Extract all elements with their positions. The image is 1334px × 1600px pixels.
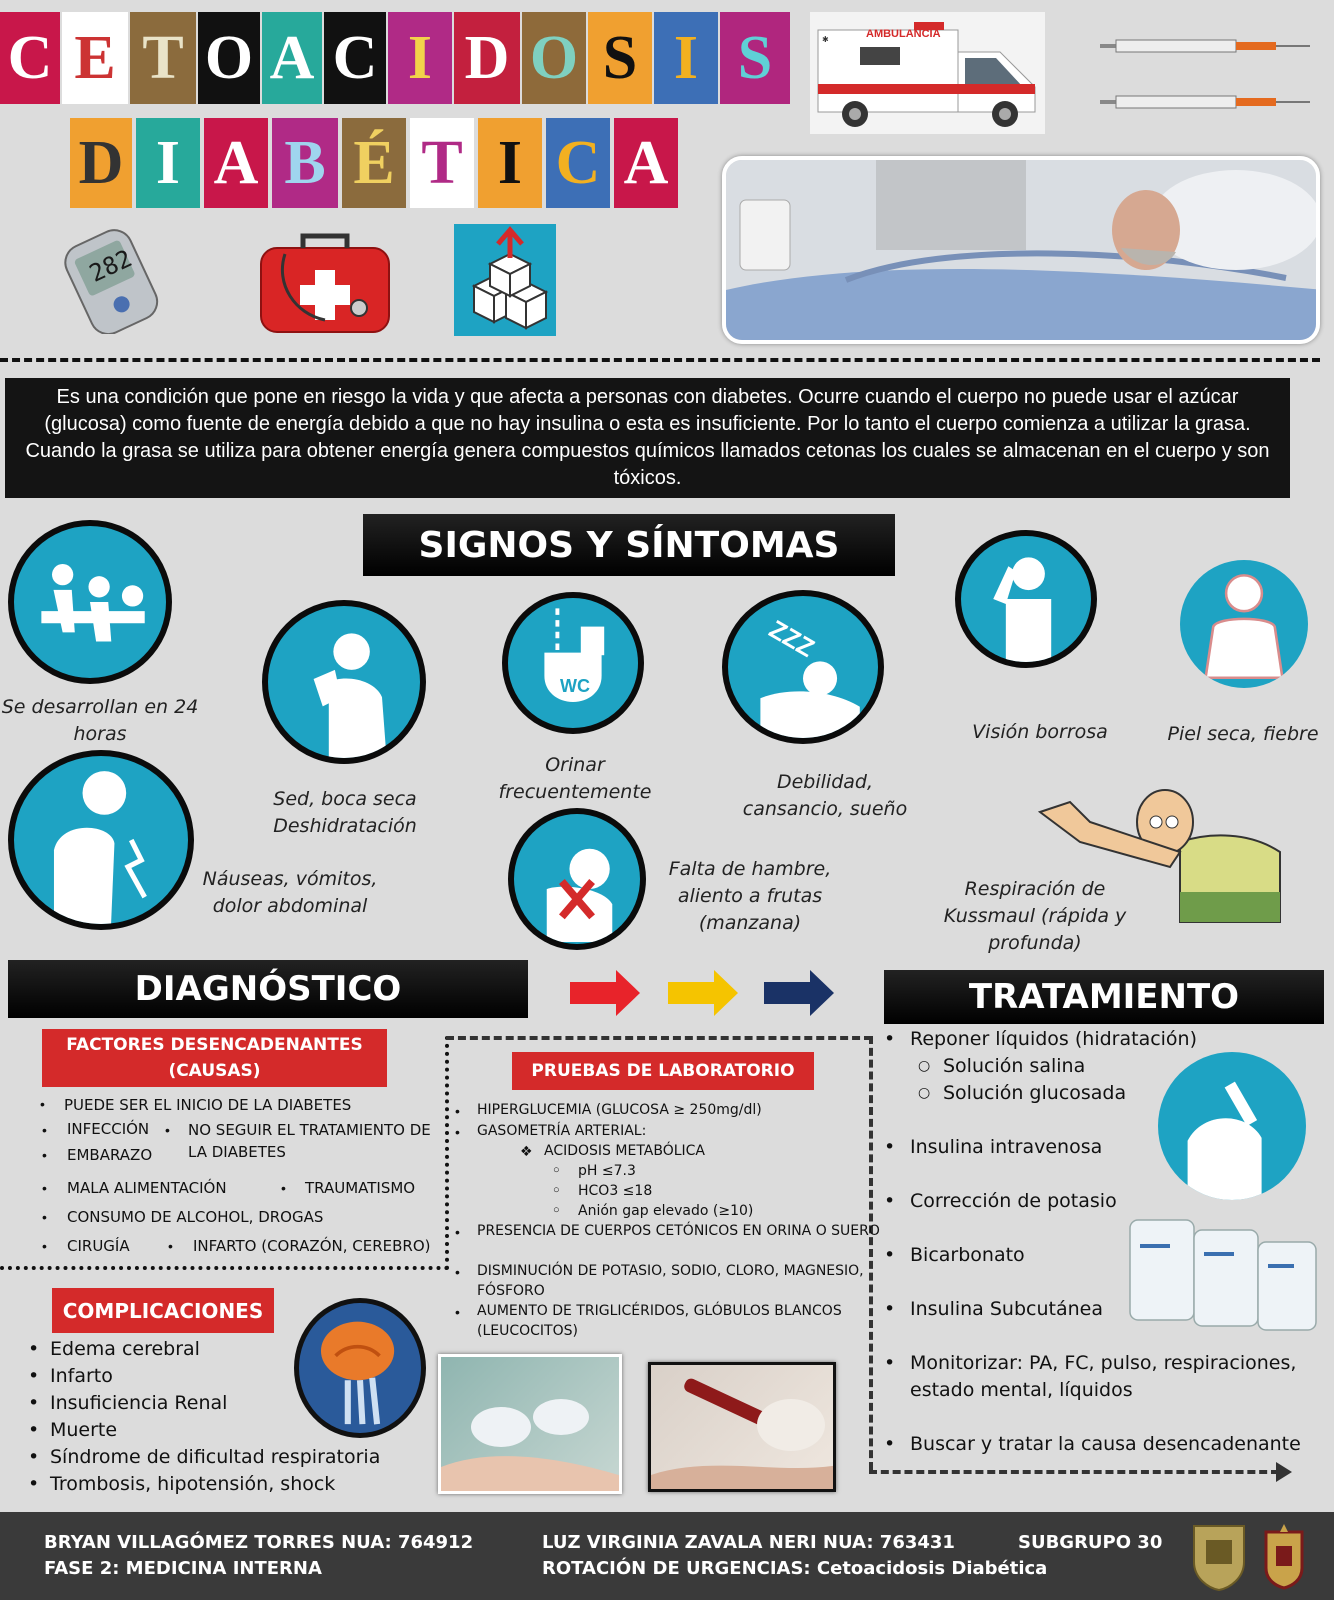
- bullet: •: [455, 1124, 460, 1140]
- bullet: •: [884, 1298, 896, 1320]
- lab-item: AUMENTO DE TRIGLICÉRIDOS, GLÓBULOS BLANCOS: [477, 1303, 842, 1319]
- dashed-divider: [869, 1036, 873, 1470]
- bullet: •: [40, 1096, 45, 1112]
- title-letter: C: [0, 12, 60, 104]
- sign-label-weakness: Debilidad, cansancio, sueño: [742, 771, 908, 820]
- bullet: ○: [553, 1184, 560, 1196]
- bullet: •: [884, 1136, 896, 1158]
- factor-item: LA DIABETES: [188, 1143, 286, 1161]
- bullet: •: [281, 1180, 286, 1196]
- footer: [0, 1512, 1334, 1600]
- sign-label-vision: Visión borrosa: [972, 721, 1108, 743]
- title-letter: T: [130, 12, 196, 104]
- factor-item: NO SEGUIR EL TRATAMIENTO DE: [188, 1121, 431, 1139]
- bullet: •: [42, 1238, 47, 1254]
- diagnosis-title: DIAGNÓSTICO: [8, 960, 528, 1018]
- glucometer-reading: 282: [85, 244, 137, 288]
- lab-item: (LEUCOCITOS): [477, 1323, 578, 1339]
- complications-title: COMPLICACIONES: [52, 1288, 274, 1333]
- iv-bags-illustration: [1124, 1210, 1320, 1338]
- title-letter: I: [478, 118, 542, 208]
- sign-label-thirst: Sed, boca seca Deshidratación: [273, 788, 417, 837]
- sign-label-urinate: Orinar frecuentemente: [498, 754, 652, 803]
- section-divider: [0, 358, 1320, 362]
- factor-item: EMBARAZO: [67, 1146, 153, 1164]
- treatment-item: Buscar y tratar la causa desencadenante: [910, 1433, 1301, 1455]
- treatment-subitem: Solución glucosada: [943, 1082, 1127, 1104]
- dashed-arrow-head: [1276, 1462, 1292, 1482]
- complication-item: Síndrome de dificultad respiratoria: [50, 1446, 381, 1468]
- treatment-subitem: Solución salina: [943, 1055, 1086, 1077]
- title-letter: É: [342, 118, 406, 208]
- svg-text:✱: ✱: [822, 35, 829, 44]
- title-letter: C: [324, 12, 386, 104]
- sign-label-nausea: Náuseas, vómitos, dolor abdominal: [202, 868, 378, 917]
- factors-title: FACTORES DESENCADENANTES (CAUSAS): [42, 1029, 387, 1087]
- sign-label-skin: Piel seca, fiebre: [1167, 723, 1319, 745]
- dotted-divider: [0, 1266, 449, 1270]
- complication-item: Muerte: [50, 1419, 118, 1441]
- bullet: •: [455, 1304, 460, 1320]
- bullet: ○: [553, 1204, 560, 1216]
- intro-text: Es una condición que pone en riesgo la vida y que afecta a personas con diabetes. Ocurre cuando el cuerpo no puede usar el azúcar (glucosa) como fuente de energía debido a que no hay insulina o esta es insuficiente. Por lo tanto el cuerpo comienza a utilizar la grasa. Cuando la grasa se utiliza para obtener energía genera compuestos químicos llamados cetonas los cuales se almacenan en el cuerpo y son tóxicos.: [5, 378, 1290, 498]
- author-1: BRYAN VILLAGÓMEZ TORRES NUA: 764912: [44, 1532, 474, 1553]
- bullet: •: [884, 1190, 896, 1212]
- injection-icon: [1158, 1052, 1306, 1200]
- treatment-title: TRATAMIENTO: [884, 970, 1324, 1024]
- sleep-icon: [722, 590, 884, 744]
- bullet: ○: [553, 1164, 560, 1176]
- sign-label-appetite: Falta de hambre, aliento a frutas (manzana): [668, 858, 832, 934]
- sign-label-kussmaul: Respiración de Kussmaul (rápida y profunda): [943, 878, 1127, 954]
- treatment-item: Insulina Subcutánea: [910, 1298, 1103, 1320]
- people-carrying-icon: [8, 520, 172, 684]
- complication-item: Edema cerebral: [50, 1338, 200, 1360]
- factor-item: TRAUMATISMO: [305, 1179, 416, 1197]
- nausea-icon: [8, 750, 194, 930]
- title-letter: I: [654, 12, 718, 104]
- dotted-divider: [445, 1036, 449, 1270]
- factor-item: INFARTO (CORAZÓN, CEREBRO): [193, 1237, 431, 1255]
- bullet: •: [884, 1244, 896, 1266]
- treatment-item: Corrección de potasio: [910, 1190, 1117, 1212]
- title-letter: O: [522, 12, 586, 104]
- complication-item: Insuficiencia Renal: [50, 1392, 228, 1414]
- lab-item: PRESENCIA DE CUERPOS CETÓNICOS EN ORINA O SUERO: [477, 1223, 880, 1239]
- title-letter: S: [588, 12, 652, 104]
- sugar-cubes-icon: [454, 224, 556, 336]
- bullet: •: [455, 1103, 460, 1119]
- bullet: •: [884, 1028, 896, 1050]
- university-seal-icon: [1190, 1522, 1248, 1592]
- title-letter: D: [70, 118, 132, 208]
- lab-item: ACIDOSIS METABÓLICA: [544, 1143, 706, 1159]
- dashed-divider: [446, 1036, 872, 1040]
- factor-item: INFECCIÓN: [67, 1120, 150, 1138]
- lab-item: GASOMETRÍA ARTERIAL:: [477, 1123, 647, 1139]
- title-letter: O: [198, 12, 260, 104]
- ambulance-illustration: [810, 12, 1045, 134]
- bullet: •: [165, 1122, 170, 1138]
- bullet: •: [28, 1338, 40, 1360]
- lab-title: PRUEBAS DE LABORATORIO: [512, 1052, 814, 1090]
- lab-item: DISMINUCIÓN DE POTASIO, SODIO, CLORO, MAGNESIO,: [477, 1263, 864, 1279]
- title-letter: D: [454, 12, 520, 104]
- bullet: •: [455, 1224, 460, 1240]
- title-letter: A: [262, 12, 322, 104]
- title-letter: S: [720, 12, 790, 104]
- patient-photo: [722, 156, 1320, 344]
- treatment-item: Monitorizar: PA, FC, pulso, respiraciones,: [910, 1352, 1297, 1374]
- complication-item: Infarto: [50, 1365, 113, 1387]
- subgroup: SUBGRUPO 30: [1018, 1532, 1163, 1553]
- title-letter: I: [388, 12, 452, 104]
- bullet: •: [455, 1264, 460, 1280]
- rotation: ROTACIÓN DE URGENCIAS: Cetoacidosis Diabética: [542, 1558, 1048, 1579]
- lab-photo-1: [438, 1354, 622, 1494]
- bullet: •: [28, 1365, 40, 1387]
- bullet: •: [42, 1180, 47, 1196]
- bullet: ○: [918, 1085, 931, 1101]
- toilet-icon: [502, 592, 644, 734]
- lab-item: HIPERGLUCEMIA (GLUCOSA ≥ 250mg/dl): [477, 1102, 762, 1118]
- treatment-item: Insulina intravenosa: [910, 1136, 1103, 1158]
- signs-title: SIGNOS Y SÍNTOMAS: [363, 514, 895, 576]
- ambulance-label: AMBULANCIA: [866, 28, 941, 40]
- complication-item: Trombosis, hipotensión, shock: [50, 1473, 336, 1495]
- fever-icon: [1180, 560, 1308, 688]
- bullet: •: [28, 1392, 40, 1414]
- syringes-illustration: [1100, 28, 1320, 118]
- title-letter: A: [204, 118, 268, 208]
- factor-item: CIRUGÍA: [67, 1237, 130, 1255]
- lab-item: pH ≤7.3: [578, 1163, 636, 1179]
- brain-icon: [294, 1298, 426, 1438]
- drinking-icon: [262, 600, 426, 764]
- bullet: ❖: [520, 1143, 533, 1159]
- treatment-item: Reponer líquidos (hidratación): [910, 1028, 1198, 1050]
- lab-item: Anión gap elevado (≥10): [578, 1203, 754, 1219]
- first-aid-kit-icon: [255, 224, 395, 336]
- arrows-decoration: [568, 968, 838, 1018]
- bullet: •: [42, 1147, 47, 1163]
- lab-item: FÓSFORO: [477, 1283, 545, 1299]
- bullet: •: [28, 1419, 40, 1441]
- bullet: •: [42, 1122, 47, 1138]
- title-letter: A: [614, 118, 678, 208]
- title-letter: C: [546, 118, 610, 208]
- wc-label: WC: [560, 676, 590, 696]
- lab-item: HCO3 ≤18: [578, 1183, 653, 1199]
- bullet: •: [168, 1238, 173, 1254]
- author-2: LUZ VIRGINIA ZAVALA NERI NUA: 763431: [542, 1532, 955, 1553]
- factor-item: PUEDE SER EL INICIO DE LA DIABETES: [64, 1096, 352, 1114]
- bullet: •: [28, 1473, 40, 1495]
- treatment-item: Bicarbonato: [910, 1244, 1025, 1266]
- sign-label-onset: Se desarrollan en 24 horas: [1, 696, 199, 745]
- bullet: •: [884, 1433, 896, 1455]
- glucometer-illustration: [55, 224, 170, 334]
- svg-text:ZZZ: ZZZ: [764, 615, 819, 663]
- title-letter: E: [62, 12, 128, 104]
- faculty-seal-icon: [1262, 1522, 1306, 1592]
- title-letter: I: [136, 118, 200, 208]
- factor-item: MALA ALIMENTACIÓN: [67, 1179, 227, 1197]
- no-appetite-icon: [508, 808, 646, 950]
- dashed-divider: [869, 1470, 1279, 1474]
- bullet: ○: [918, 1058, 931, 1074]
- title-letter: B: [272, 118, 338, 208]
- bullet: •: [884, 1352, 896, 1374]
- treatment-item: estado mental, líquidos: [910, 1379, 1133, 1401]
- phase: FASE 2: MEDICINA INTERNA: [44, 1558, 322, 1579]
- factor-item: CONSUMO DE ALCOHOL, DROGAS: [67, 1208, 324, 1226]
- blurred-vision-icon: [955, 530, 1097, 668]
- bullet: •: [28, 1446, 40, 1468]
- title-letter: T: [410, 118, 474, 208]
- lab-photo-2: [648, 1362, 836, 1492]
- bullet: •: [42, 1209, 47, 1225]
